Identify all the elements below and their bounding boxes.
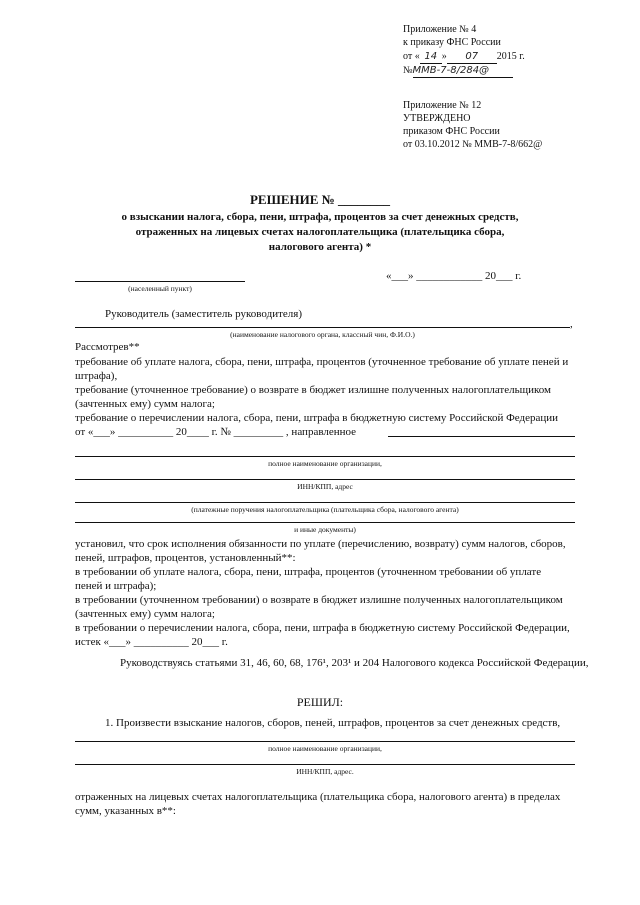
decision-subtitle-3: налогового агента) * (268, 241, 372, 253)
number-prefix: № (403, 65, 413, 76)
appendix-12-order: приказом ФНС России (403, 126, 500, 137)
appendix-12-ref: от 03.10.2012 № ММВ-7-8/662@ (403, 139, 543, 150)
head-comma: , (570, 318, 573, 330)
established-7: в требовании о перечислении налога, сбора, пени, штрафа в бюджетную систему Российской Федерации, (75, 622, 570, 634)
paragraph-3: требование о перечислении налога, сбора, пени, штрафа в бюджетную систему Российской Федерации (75, 412, 559, 424)
appendix-4-order: к приказу ФНС России (403, 37, 501, 48)
org-line-2 (75, 741, 575, 742)
decision-title: РЕШЕНИЕ № ________ (249, 192, 391, 207)
date-month-handwritten: 07 (447, 51, 497, 64)
established-4: пеней и штрафа); (75, 580, 157, 592)
orders-caption: (платежные поручения налогоплательщика (плательщика сбора, налогового агента) (191, 505, 459, 514)
established-3: в требовании об уплате налога, сбора, пени, штрафа, процентов (уточненном требовании об уплате (75, 566, 542, 578)
place-caption: (населенный пункт) (128, 284, 192, 293)
established-6: (зачтенных ему) сумм налога; (75, 608, 215, 620)
number-handwritten: ММВ-7-8/284@ (413, 65, 513, 78)
docs-line (75, 522, 575, 523)
directed-line (388, 436, 575, 437)
date-mid: » (441, 51, 447, 62)
decided-heading: РЕШИЛ: (296, 695, 344, 709)
paragraph-2a: требование (уточненное требование) о возврате в бюджет излишне полученных налогоплательщиком (75, 384, 552, 396)
established-5: в требовании (уточненном требовании) о возврате в бюджет излишне полученных налогоплательщиком (75, 594, 563, 606)
paragraph-3-date: от «___» __________ 20____ г. № _________ , направленное (75, 426, 357, 438)
final-2: сумм, указанных в**: (75, 805, 176, 817)
inn-caption-2: ИНН/КПП, адрес. (296, 767, 354, 776)
date-line: «___» ____________ 20___ г. (386, 270, 522, 282)
place-line (75, 281, 245, 282)
date-day-handwritten: 14 (420, 51, 442, 64)
paragraph-1a: требование об уплате налога, сбора, пени, штрафа, процентов (уточненное требование об уплате пеней и (75, 356, 569, 368)
appendix-4-title: Приложение № 4 (403, 24, 477, 35)
established-8: истек «___» __________ 20___ г. (75, 636, 228, 648)
appendix-12-approved: УТВЕРЖДЕНО (403, 113, 471, 124)
date-prefix: от « (403, 51, 420, 62)
established-1: установил, что срок исполнения обязанности по уплате (перечислению, возврату) сумм налогов, сборов, (75, 538, 566, 550)
head-caption: (наименование налогового органа, классный чин, Ф.И.О.) (230, 330, 415, 339)
orders-line (75, 502, 575, 503)
appendix-4-number (403, 65, 513, 78)
org-line-1 (75, 456, 575, 457)
head-line: Руководитель (заместитель руководителя) (105, 308, 302, 320)
docs-caption: и иные документы) (294, 525, 356, 534)
inn-line-2 (75, 764, 575, 765)
org-caption-2: полное наименование организации, (268, 744, 382, 753)
inn-caption-1: ИНН/КПП, адрес (297, 482, 353, 491)
inn-line-1 (75, 479, 575, 480)
paragraph-1b: штрафа), (75, 370, 118, 382)
decision-subtitle-1: о взыскании налога, сбора, пени, штрафа, процентов за счет денежных средств, (121, 211, 519, 223)
guided-by: Руководствуясь статьями 31, 46, 60, 68, 176¹, 203¹ и 204 Налогового кодекса Российской Федерации, (120, 657, 589, 669)
appendix-4-date (403, 51, 525, 64)
decision-item-1: 1. Произвести взыскание налогов, сборов, пеней, штрафов, процентов за счет денежных средств, (105, 717, 561, 729)
paragraph-2b: (зачтенных ему) сумм налога; (75, 398, 215, 410)
considered-label: Рассмотрев** (75, 341, 140, 353)
date-year: 2015 г. (496, 51, 525, 62)
org-caption-1: полное наименование организации, (268, 459, 382, 468)
final-1: отраженных на лицевых счетах налогоплательщика (плательщика сбора, налогового агента) в пределах (75, 791, 561, 803)
head-name-line (75, 327, 570, 328)
established-2: пеней, штрафов, процентов, установленный**: (75, 552, 296, 564)
appendix-12-title: Приложение № 12 (403, 100, 482, 111)
decision-subtitle-2: отраженных на лицевых счетах налогоплательщика (плательщика сбора, (135, 226, 505, 238)
